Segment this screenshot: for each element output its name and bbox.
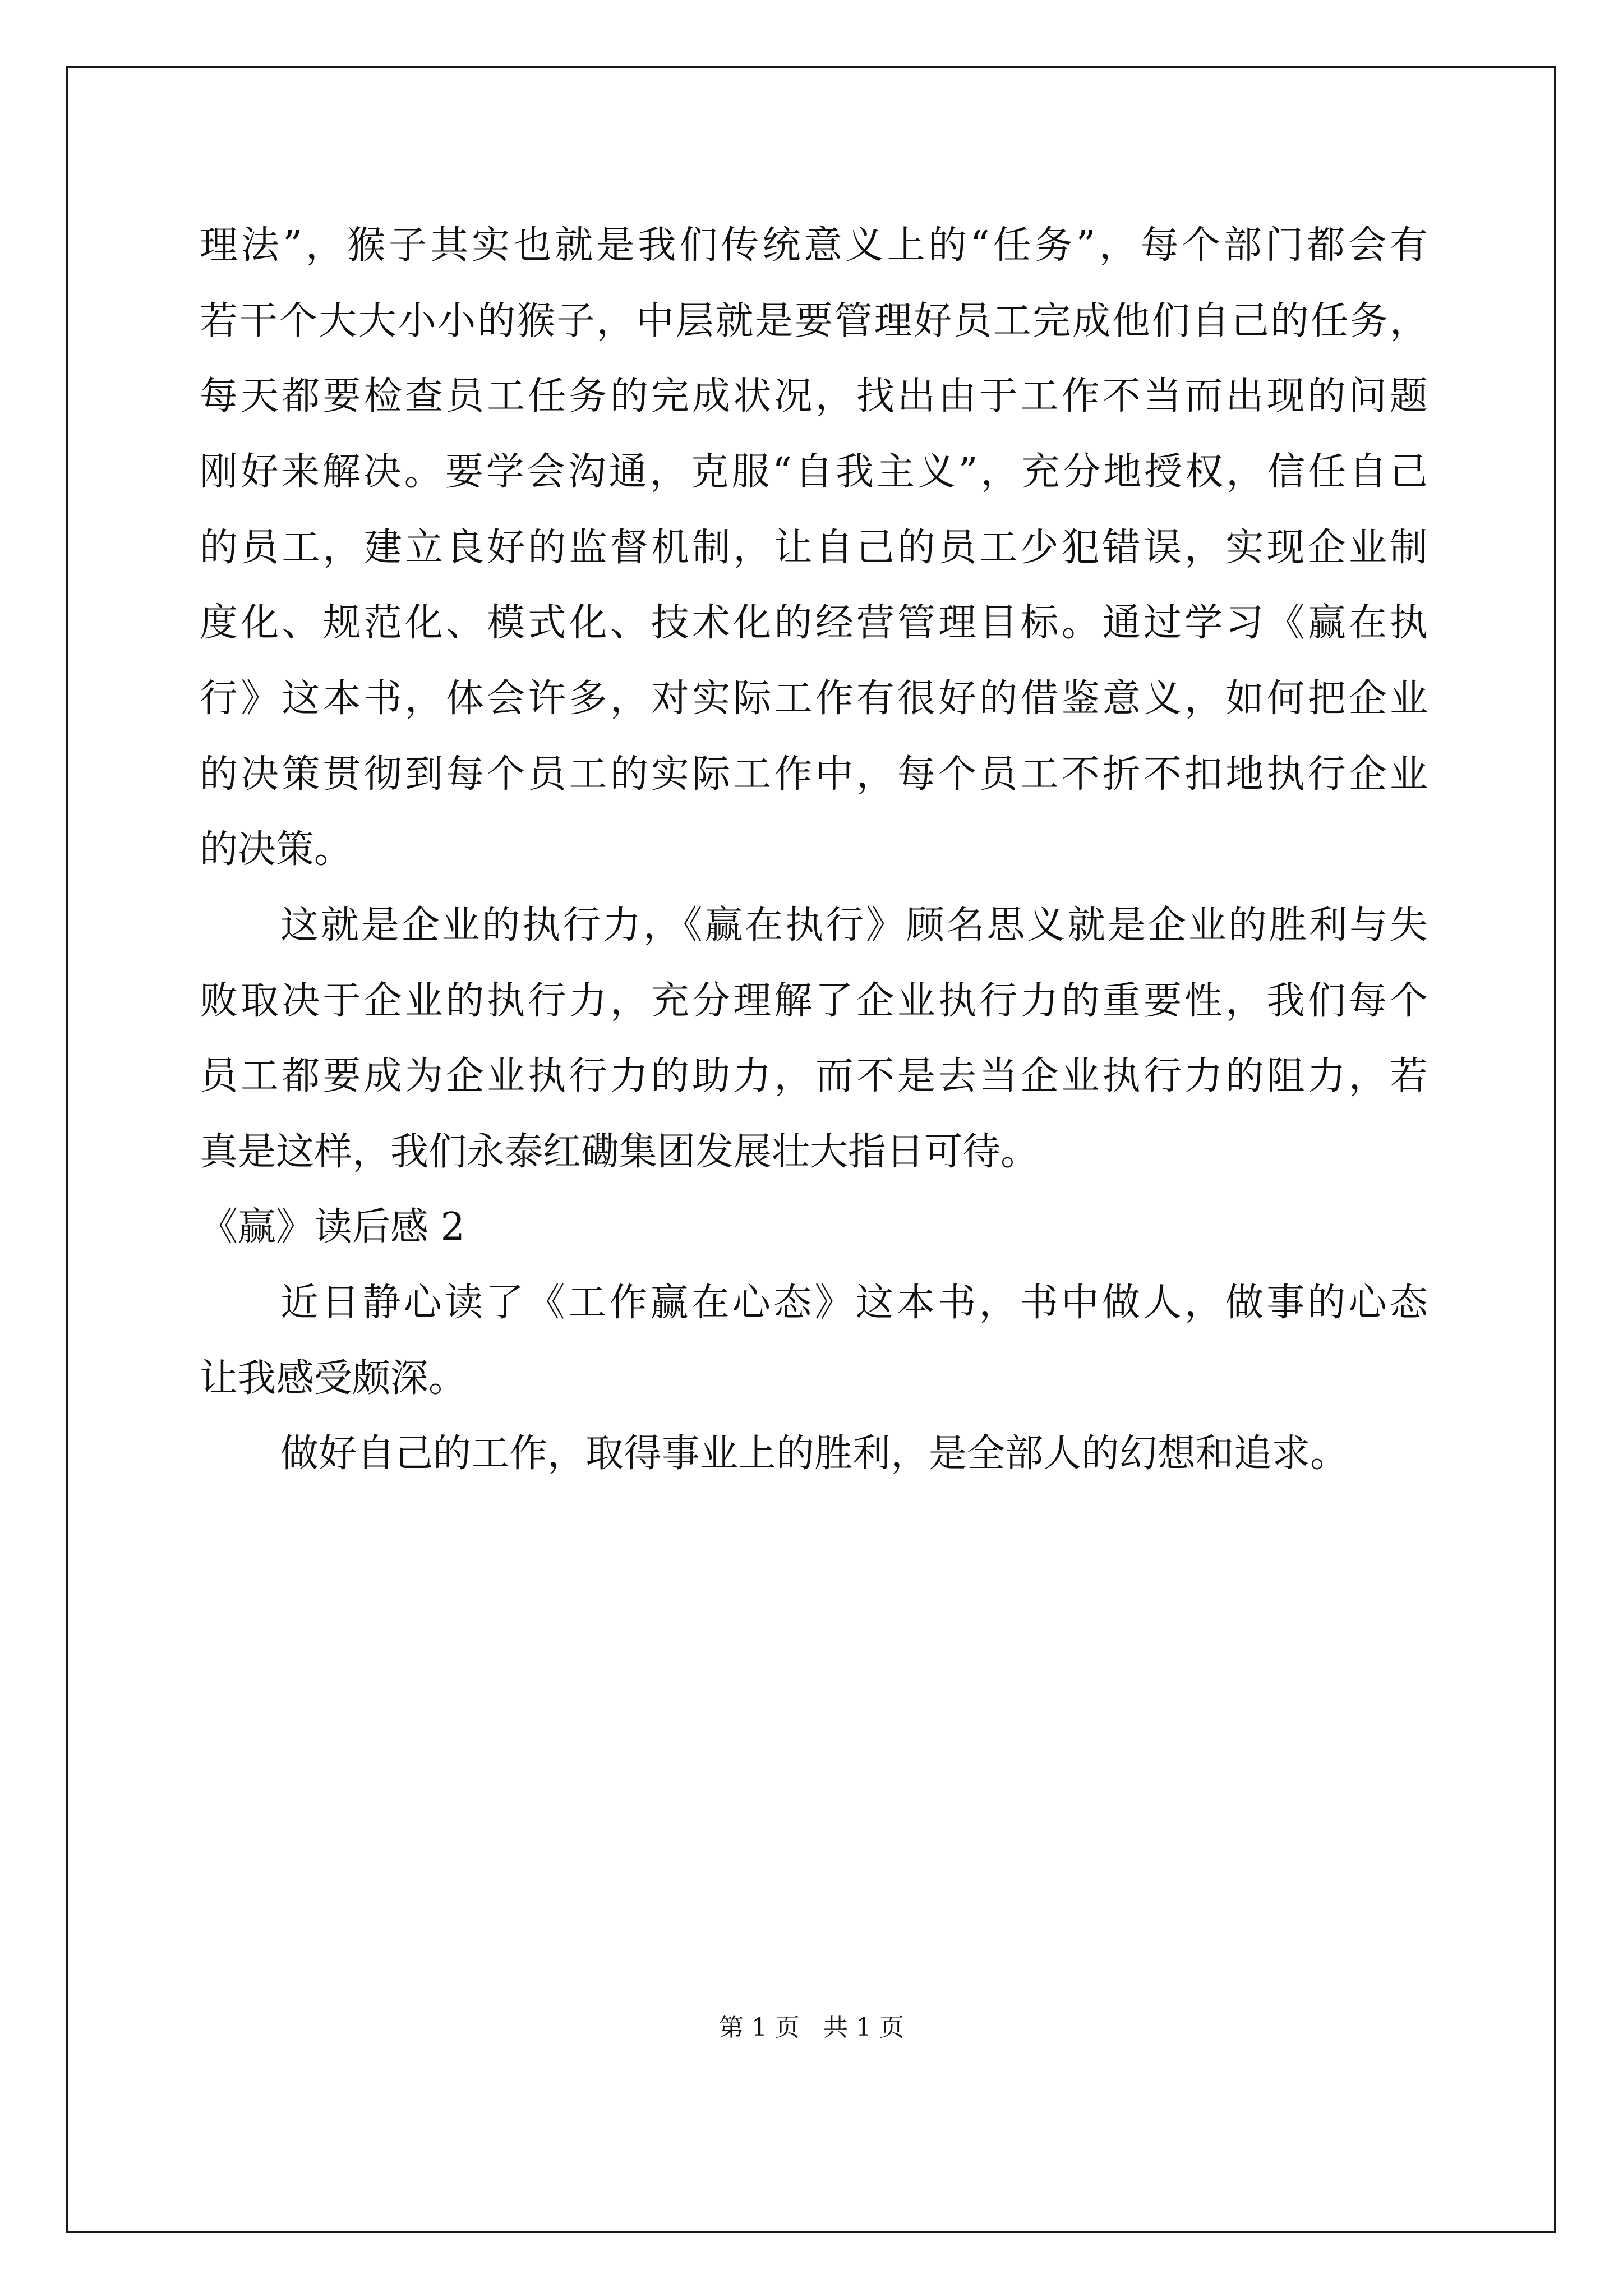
paragraph-line: 这就是企业的执行力，《赢在执行》顾名思义就是企业的胜利与失 xyxy=(280,903,1428,947)
paragraph-line: 的决策。 xyxy=(200,827,353,872)
paragraph-line: 度化、规范化、模式化、技术化的经营管理目标。通过学习《赢在执 xyxy=(200,601,1428,645)
paragraph-line: 员工都要成为企业执行力的助力，而不是去当企业执行力的阻力，若 xyxy=(200,1054,1428,1098)
paragraph-line: 败取决于企业的执行力，充分理解了企业执行力的重要性，我们每个 xyxy=(200,979,1428,1023)
paragraph-line: 做好自己的工作，取得事业上的胜利，是全部人的幻想和追求。 xyxy=(280,1432,1349,1476)
section-heading: 《赢》读后感 2 xyxy=(200,1205,465,1249)
paragraph-line: 的决策贯彻到每个员工的实际工作中，每个员工不折不扣地执行企业 xyxy=(200,752,1428,797)
paragraph-line: 每天都要检查员工任务的完成状况，找出由于工作不当而出现的问题 xyxy=(200,374,1428,418)
paragraph-line: 若干个大大小小的猴子，中层就是要管理好员工完成他们自己的任务， xyxy=(200,299,1428,343)
paragraph-line: 真是这样，我们永泰红磡集团发展壮大指日可待。 xyxy=(200,1130,1039,1174)
paragraph-line: 行》这本书，体会许多，对实际工作有很好的借鉴意义，如何把企业 xyxy=(200,677,1428,721)
paragraph-line: 刚好来解决。要学会沟通，克服“自我主义”，充分地授权，信任自己 xyxy=(200,450,1428,494)
paragraph-line: 让我感受颇深。 xyxy=(200,1356,467,1401)
paragraph-line: 理法”，猴子其实也就是我们传统意义上的“任务”，每个部门都会有 xyxy=(200,223,1428,268)
paragraph-line: 近日静心读了《工作赢在心态》这本书，书中做人，做事的心态 xyxy=(280,1281,1428,1325)
page-footer: 第 1 页 共 1 页 xyxy=(719,2013,904,2042)
paragraph-line: 的员工，建立良好的监督机制，让自己的员工少犯错误，实现企业制 xyxy=(200,526,1428,570)
